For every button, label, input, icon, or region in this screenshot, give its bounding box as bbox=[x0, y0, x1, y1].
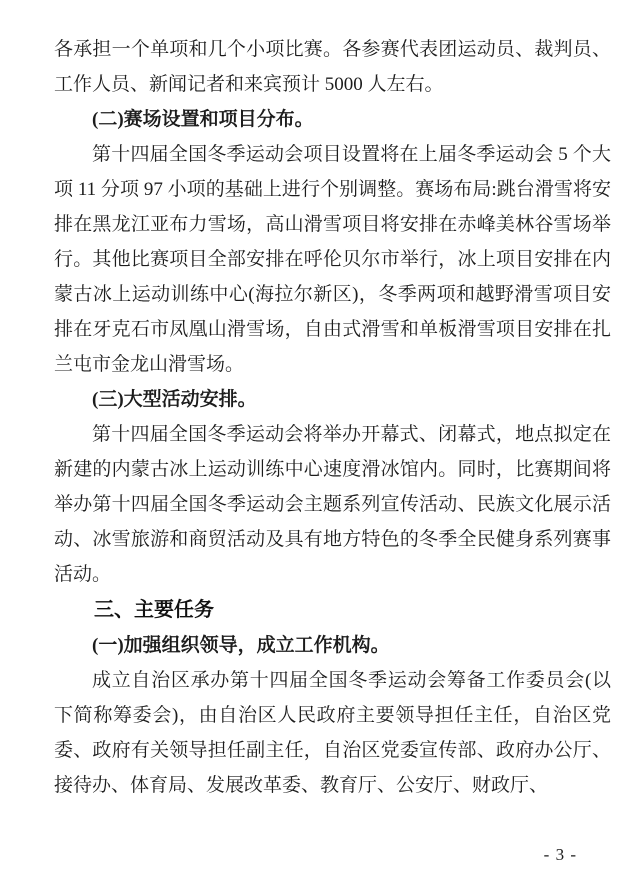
paragraph: 成立自治区承办第十四届全国冬季运动会筹备工作委员会(以下简称筹委会)，由自治区人民政府主要领导担任主任，自治区党委、政府有关领导担任副主任，自治区党委宣传部、政府办公厅、接待办、体育局、发展改革委、教育厅、公安厅、财政厅、 bbox=[54, 670, 611, 796]
sub-heading: (一)加强组织领导，成立工作机构。 bbox=[92, 635, 390, 656]
sub-heading: (二)赛场设置和项目分布。 bbox=[92, 109, 314, 130]
paragraph: 第十四届全国冬季运动会项目设置将在上届冬季运动会 5 个大项 11 分项 97 小项的基础上进行个别调整。赛场布局:跳台滑雪将安排在黑龙江亚布力雪场，高山滑雪项目将安排在赤峰美林谷雪场举行。其他比赛项目全部安排在呼伦贝尔市举行，冰上项目安排在内蒙古冰上运动训练中心(海拉尔新区)，冬季两项和越野滑雪项目安排在牙克石市凤凰山滑雪场，自由式滑雪和单板滑雪项目安排在扎兰屯市金龙山滑雪场。 bbox=[54, 144, 611, 375]
section-heading: 三、主要任务 bbox=[94, 599, 214, 621]
paragraph: 各承担一个单项和几个小项比赛。各参赛代表团运动员、裁判员、工作人员、新闻记者和来宾预计 5000 人左右。 bbox=[54, 39, 611, 95]
paragraph: 第十四届全国冬季运动会将举办开幕式、闭幕式，地点拟定在新建的内蒙古冰上运动训练中心速度滑冰馆内。同时，比赛期间将举办第十四届全国冬季运动会主题系列宣传活动、民族文化展示活动、冰雪旅游和商贸活动及具有地方特色的冬季全民健身系列赛事活动。 bbox=[54, 424, 611, 585]
sub-heading: (三)大型活动安排。 bbox=[92, 389, 257, 410]
document-body bbox=[54, 32, 611, 803]
page-number: - 3 - bbox=[543, 845, 577, 864]
